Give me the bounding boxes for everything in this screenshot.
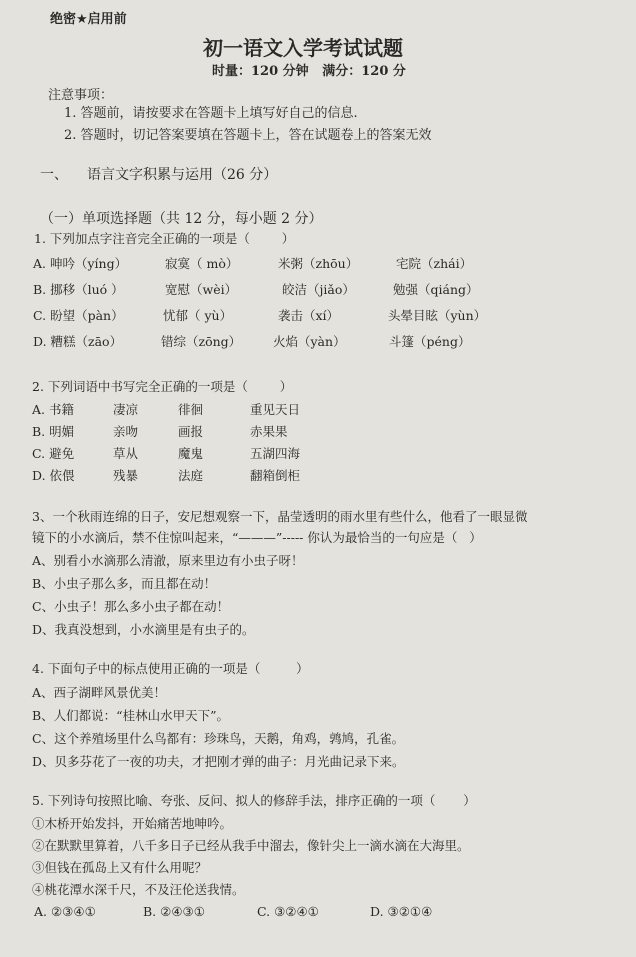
question-1-stem: 1. 下列加点字注音完全正确的一项是（ ） xyxy=(34,231,295,246)
option-cell: 画报 xyxy=(178,424,204,439)
option-cell: 勉强（qiáng） xyxy=(393,282,479,297)
question-5-stem: 5. 下列诗句按照比喻、夸张、反问、拟人的修辞手法，排序正确的一项（ ） xyxy=(32,793,476,808)
question-5-item: ④桃花潭水深千尺，不及汪伦送我情。 xyxy=(32,882,245,897)
option-cell: D. 依偎 xyxy=(32,468,75,483)
section-one-title: （一）单项选择题（共 12 分，每小题 2 分） xyxy=(40,211,323,227)
question-2-stem: 2. 下列词语中书写完全正确的一项是（ ） xyxy=(32,379,293,394)
option-cell: 赤果果 xyxy=(250,424,288,439)
option-cell: 残暴 xyxy=(113,468,139,483)
option-cell: 袭击（xí） xyxy=(278,308,340,323)
notice-item: 2. 答题时，切记答案要填在答题卡上，答在试题卷上的答案无效 xyxy=(64,128,432,143)
option-cell: 徘徊 xyxy=(178,402,204,417)
question-5-item: ①木桥开始发抖，开始痛苦地呻吟。 xyxy=(32,816,233,831)
question-3-option: B、小虫子那么多，而且都在动！ xyxy=(32,576,217,591)
option-cell: 米粥（zhōu） xyxy=(278,256,359,271)
option-cell: A. 呻吟（yíng） xyxy=(33,256,128,271)
option-cell: 错综（zōng） xyxy=(161,334,242,349)
option-cell: D. ③②①④ xyxy=(370,904,433,919)
question-4-stem: 4. 下面句子中的标点使用正确的一项是（ ） xyxy=(32,661,309,676)
option-cell: 皎洁（jiǎo） xyxy=(282,282,355,297)
part-one-label: 一、 xyxy=(40,167,68,183)
option-cell: C. 避免 xyxy=(32,446,75,461)
notice-item: 1. 答题前，请按要求在答题卡上填写好自己的信息. xyxy=(64,106,358,121)
option-cell: 重见天日 xyxy=(250,402,301,417)
question-3-stem: 3、一个秋雨连绵的日子，安尼想观察一下，晶莹透明的雨水里有些什么，他看了一眼显微 xyxy=(32,509,528,524)
option-cell: 寂寞（ mò） xyxy=(165,256,239,271)
option-cell: 魔鬼 xyxy=(178,446,204,461)
option-cell: 宅院（zhái） xyxy=(396,256,473,271)
option-cell: 翻箱倒柜 xyxy=(250,468,301,483)
question-5-item: ③但钱在孤岛上又有什么用呢？ xyxy=(32,860,208,875)
notice-heading: 注意事项： xyxy=(48,88,114,103)
question-3-stem: 镜下的小水滴后，禁不住惊叫起来，“———”----- 你认为最恰当的一句应是（ ） xyxy=(32,530,482,545)
secret-mark: 绝密★启用前 xyxy=(50,12,127,27)
question-3-option: D、我真没想到，小水滴里是有虫子的。 xyxy=(32,622,255,637)
option-cell: A. ②③④① xyxy=(34,904,96,919)
option-cell: 斗篷（péng） xyxy=(389,334,471,349)
option-cell: B. 挪移（luó ） xyxy=(33,282,124,297)
time-and-score: 时量：120 分钟 满分：120 分 xyxy=(212,64,406,79)
option-cell: C. ③②④① xyxy=(257,904,319,919)
option-cell: 五湖四海 xyxy=(250,446,301,461)
option-cell: 头晕目眩（yùn） xyxy=(388,308,487,323)
question-4-option: C、这个养殖场里什么鸟都有：珍珠鸟，天鹅，角鸡，鹑鸠，孔雀。 xyxy=(32,731,405,746)
question-4-option: A、西子湖畔风景优美！ xyxy=(32,685,167,700)
option-cell: 宽慰（wèi） xyxy=(165,282,238,297)
option-cell: A. 书籍 xyxy=(32,402,74,417)
option-cell: B. 明媚 xyxy=(32,424,75,439)
option-cell: 忧郁（ yù） xyxy=(163,308,233,323)
question-4-option: D、贝多芬花了一夜的功夫，才把刚才弹的曲子：月光曲记录下来。 xyxy=(32,754,405,769)
question-3-option: A、别看小水滴那么清澈，原来里边有小虫子呀！ xyxy=(32,553,304,568)
question-3-option: C、小虫子！那么多小虫子都在动！ xyxy=(32,599,230,614)
option-cell: C. 盼望（pàn） xyxy=(33,308,124,323)
question-5-item: ②在默默里算着，八千多日子已经从我手中溜去，像针尖上一滴水滴在大海里。 xyxy=(32,838,470,853)
option-cell: B. ②④③① xyxy=(143,904,205,919)
option-cell: 凄凉 xyxy=(113,402,139,417)
option-cell: 火焰（yàn） xyxy=(273,334,346,349)
question-4-option: B、人们都说：“桂林山水甲天下”。 xyxy=(32,708,229,723)
exam-title: 初一语文入学考试试题 xyxy=(203,36,403,60)
option-cell: D. 糟糕（zāo） xyxy=(33,334,123,349)
option-cell: 法庭 xyxy=(178,468,204,483)
option-cell: 草从 xyxy=(113,446,139,461)
part-one-title: 语言文字积累与运用（26 分） xyxy=(87,167,278,183)
option-cell: 亲吻 xyxy=(113,424,139,439)
